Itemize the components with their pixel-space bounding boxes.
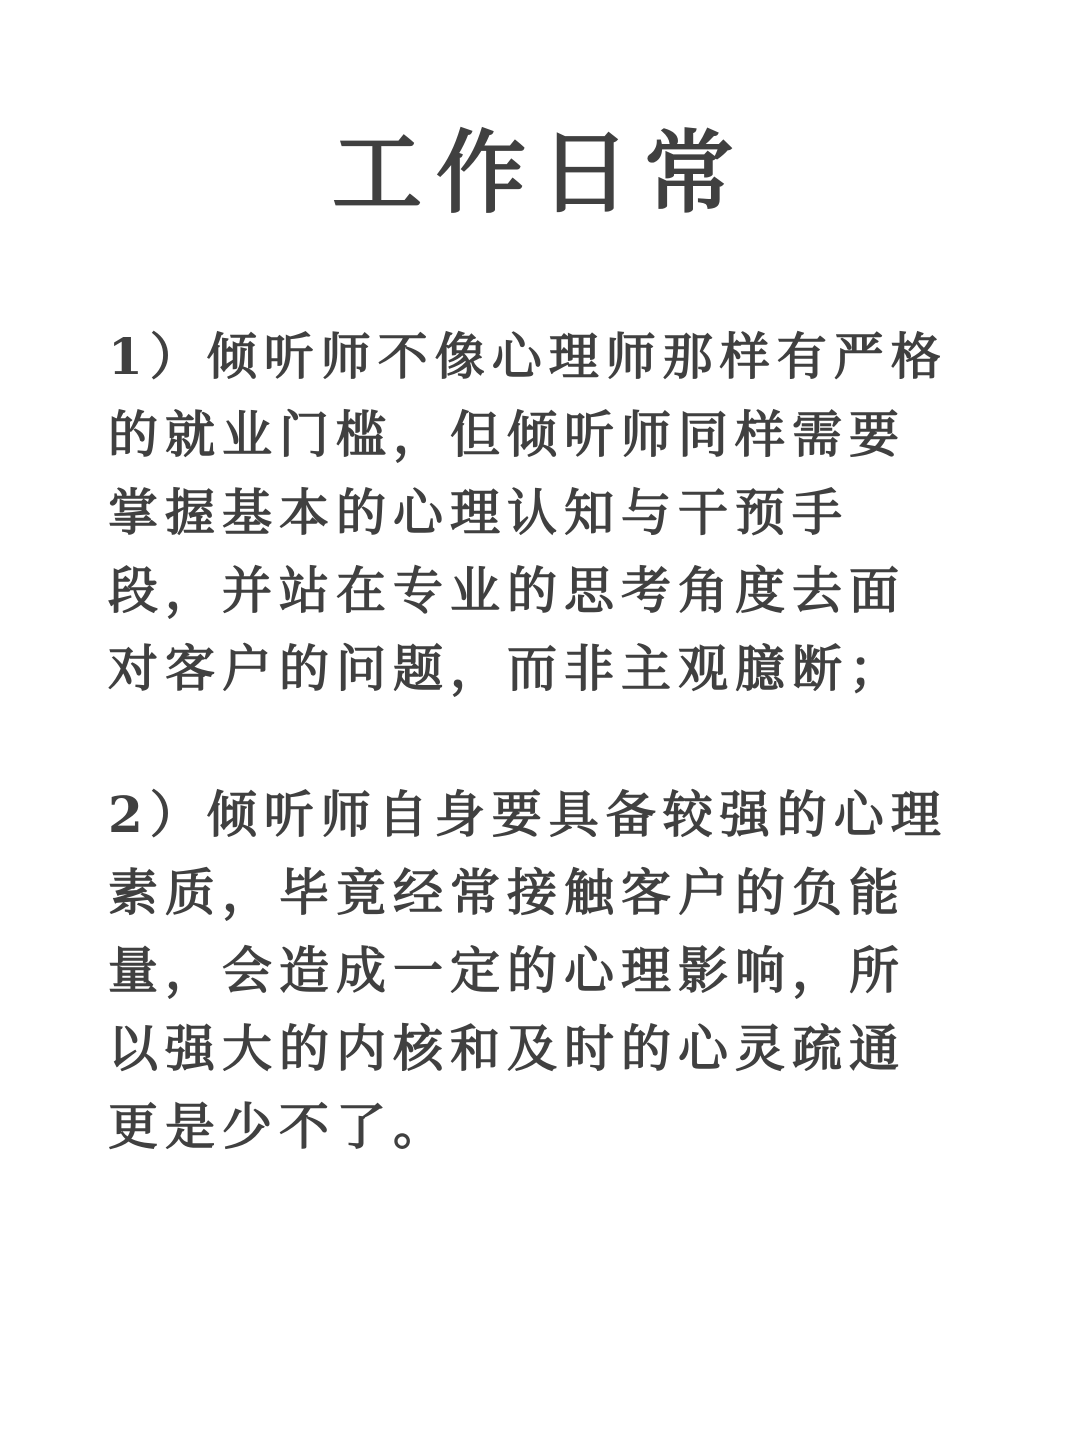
- paragraph-line: 对客户的问题，而非主观臆断；: [108, 639, 906, 698]
- paragraph-line: 段，并站在专业的思考角度去面: [108, 561, 906, 620]
- paragraph-line: 1）倾听师不像心理师那样有严格: [108, 327, 948, 386]
- paragraph-line: 的就业门槛，但倾听师同样需要: [108, 405, 906, 464]
- paragraph-1: [108, 318, 978, 708]
- paragraph-line: 掌握基本的心理认知与干预手: [108, 483, 849, 542]
- paragraph-line: 素质，毕竟经常接触客户的负能: [108, 863, 906, 922]
- paragraph-line: 量，会造成一定的心理影响，所: [108, 941, 906, 1000]
- paragraph-2: [108, 776, 978, 1166]
- paragraph-line: 2）倾听师自身要具备较强的心理: [108, 785, 948, 844]
- page-title: 工作日常: [332, 120, 748, 226]
- paragraph-line: 以强大的内核和及时的心灵疏通: [108, 1019, 906, 1078]
- paragraph-line: 更是少不了。: [108, 1097, 450, 1156]
